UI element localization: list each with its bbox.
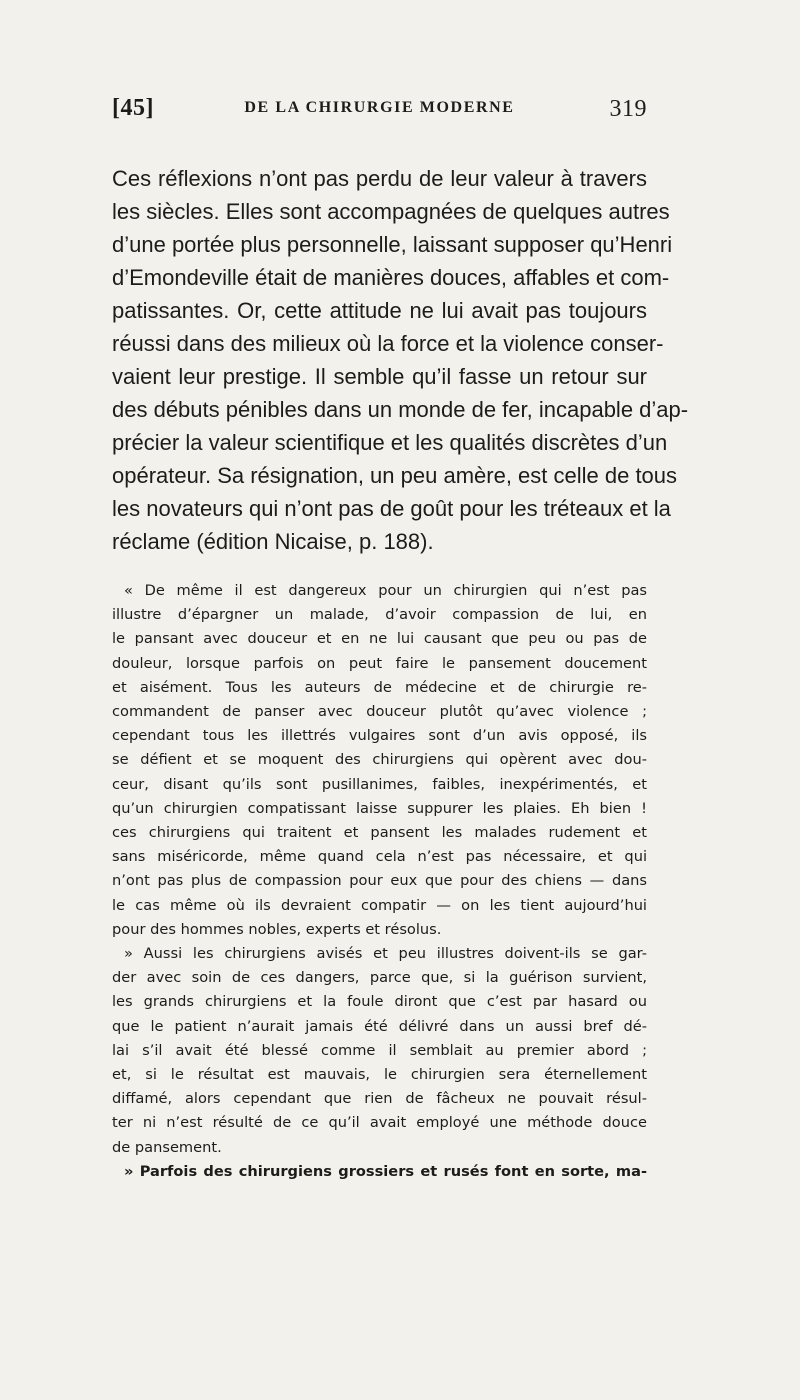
book-page [112,95,689,1184]
quote-line: qu’un chirurgien compatissant laisse suppurer les plaies. Eh bien ! [112,799,647,817]
quote-line: diffamé, alors cependant que rien de fâcheux ne pouvait résul- [112,1090,647,1108]
page-number: 319 [609,96,647,122]
text-line: précier la valeur scientifique et les qualités discrètes d’un [112,430,668,455]
section-number: [45] [112,95,154,121]
running-title: DE LA CHIRURGIE MODERNE [244,99,515,116]
main-paragraph [112,162,689,558]
text-line: opérateur. Sa résignation, un peu amère, est celle de tous [112,463,678,488]
text-line: vaient leur prestige. Il semble qu’il fasse un retour sur [112,364,647,389]
quote-line: commandent de panser avec douceur plutôt qu’avec violence ; [112,703,647,721]
quote-line: sans miséricorde, même quand cela n’est pas nécessaire, et qui [112,848,647,866]
text-line: réussi dans des milieux où la force et la violence conser- [112,331,664,356]
text-line: d’une portée plus personnelle, laissant supposer qu’Henri [112,232,673,257]
quote-line: « De même il est dangereux pour un chirurgien qui n’est pas [124,582,647,599]
quote-line: et aisément. Tous les auteurs de médecine et de chirurgie re- [112,678,647,696]
quote-line: pour des hommes nobles, experts et résolus. [112,920,442,938]
quote-line: » Aussi les chirurgiens avisés et peu illustres doivent-ils se gar- [124,945,647,963]
quote-line: se défient et se moquent des chirurgiens qui opèrent avec dou- [112,751,647,769]
quote-line: le pansant avec douceur et en ne lui causant que peu ou pas de [112,630,647,648]
quote-line: ceur, disant qu’ils sont pusillanimes, faibles, inexpérimentés, et [112,775,647,793]
quote-line: ces chirurgiens qui traitent et pansent les malades rudement et [112,824,647,842]
quote-line: n’ont pas plus de compassion pour eux que pour des chiens — dans [112,872,647,890]
text-line: des débuts pénibles dans un monde de fer, incapable d’ap- [112,397,689,422]
quote-line: illustre d’épargner un malade, d’avoir compassion de lui, en [112,606,647,624]
page-header [112,95,647,131]
quote-line: le cas même où ils devraient compatir — on les tient aujourd’hui [112,896,647,914]
quote-line: de pansement. [112,1138,222,1156]
text-line: réclame (édition Nicaise, p. 188). [112,529,434,554]
quote-line: cependant tous les illettrés vulgaires sont d’un avis opposé, ils [112,727,647,745]
text-line: les novateurs qui n’ont pas de goût pour les tréteaux et la [112,496,671,521]
text-line: patissantes. Or, cette attitude ne lui avait pas toujours [112,298,647,323]
quote-line: lai s’il avait été blessé comme il semblait au premier abord ; [112,1041,647,1059]
text-line: les siècles. Elles sont accompagnées de quelques autres [112,199,670,224]
text-line: Ces réflexions n’ont pas perdu de leur valeur à travers [112,166,647,191]
quote-line: » Parfois des chirurgiens grossiers et rusés font en sorte, ma- [124,1162,647,1180]
quotation-block [112,579,647,1184]
text-line: d’Emondeville était de manières douces, affables et com- [112,265,670,290]
quote-line: et, si le résultat est mauvais, le chirurgien sera éternellement [112,1066,647,1084]
quote-line: der avec soin de ces dangers, parce que, si la guérison survient, [112,969,647,987]
quote-line: ter ni n’est résulté de ce qu’il avait employé une méthode douce [112,1114,647,1132]
quote-line: les grands chirurgiens et la foule diront que c’est par hasard ou [112,993,647,1011]
quote-line: que le patient n’aurait jamais été délivré dans un aussi bref dé- [112,1017,647,1035]
quote-line: douleur, lorsque parfois on peut faire le pansement doucement [112,654,647,672]
